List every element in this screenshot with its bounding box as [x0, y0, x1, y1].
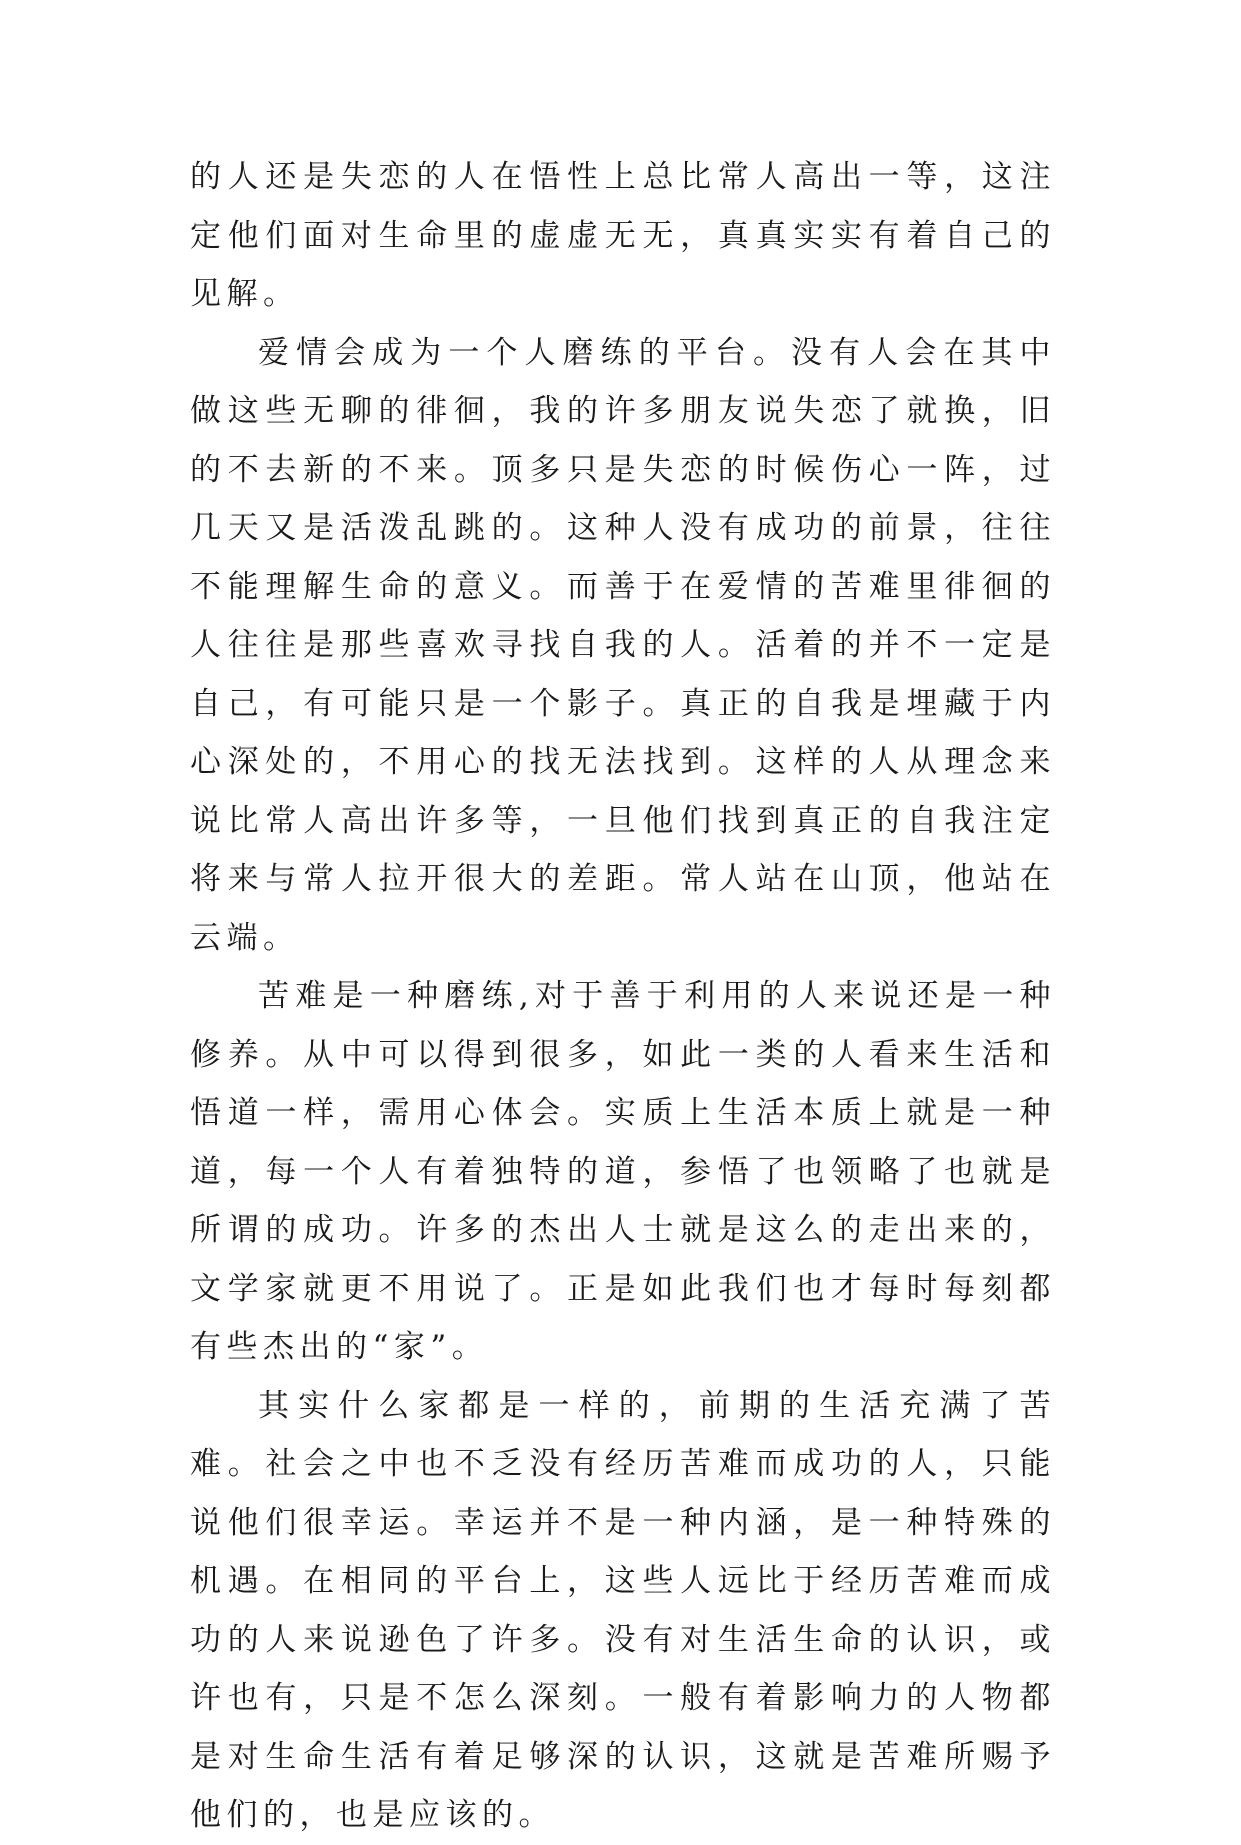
paragraph: 苦难是一种磨练,对于善于利用的人来说还是一种修养。从中可以得到很多，如此一类的人看来生活和悟道一样，需用心体会。实质上生活本质上就是一种道，每一个人有着独特的道，参悟了也领略了也就是所谓的成功。许多的杰出人士就是这么的走出来的，文学家就更不用说了。正是如此我们也才每时每刻都有些杰出的“家”。 — [190, 978, 1056, 1365]
paragraph-continuation: 的人还是失恋的人在悟性上总比常人高出一等，这注定他们面对生命里的虚虚无无，真真实实有着自己的见解。 — [190, 159, 1056, 312]
paragraph: 其实什么家都是一样的，前期的生活充满了苦难。社会之中也不乏没有经历苦难而成功的人，只能说他们很幸运。幸运并不是一种内涵，是一种特殊的机遇。在相同的平台上，这些人远比于经历苦难而成功的人来说逊色了许多。没有对生活生命的认识，或许也有，只是不怎么深刻。一般有着影响力的人物都是对生命生活有着足够深的认识，这就是苦难所赐予他们的，也是应该的。 — [190, 1387, 1056, 1833]
paragraph: 爱情会成为一个人磨练的平台。没有人会在其中做这些无聊的徘徊，我的许多朋友说失恋了就换，旧的不去新的不来。顶多只是失恋的时候伤心一阵，过几天又是活泼乱跳的。这种人没有成功的前景，往往不能理解生命的意义。而善于在爱情的苦难里徘徊的人往往是那些喜欢寻找自我的人。活着的并不一定是自己，有可能只是一个影子。真正的自我是埋藏于内心深处的，不用心的找无法找到。这样的人从理念来说比常人高出许多等，一旦他们找到真正的自我注定将来与常人拉开很大的差距。常人站在山顶，他站在云端。 — [190, 334, 1056, 956]
document-body — [190, 148, 1056, 1845]
